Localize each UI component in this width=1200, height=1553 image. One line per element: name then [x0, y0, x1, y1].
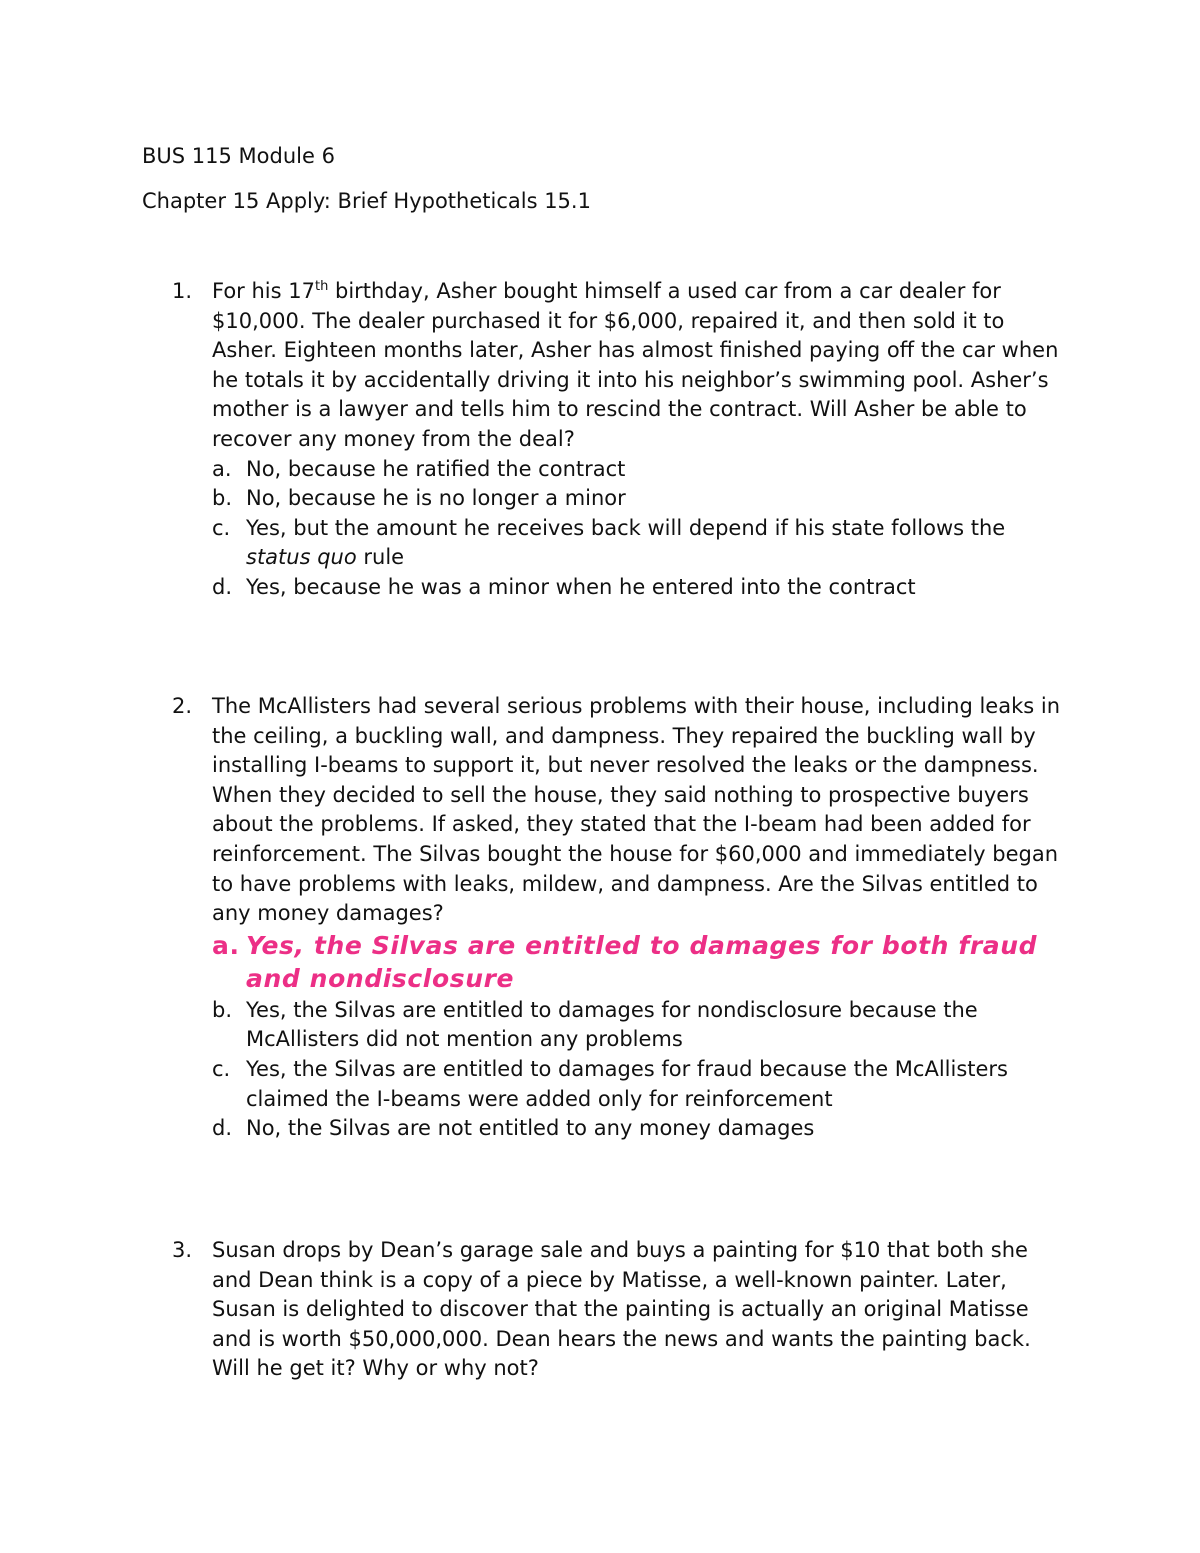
question-1	[172, 277, 1072, 603]
option-text: Yes, the Silvas are entitled to damages for nondisclosure because the McAllisters did not mention any problems	[246, 997, 978, 1052]
option-letter: c.	[212, 1056, 231, 1081]
question-text: Susan drops by Dean’s garage sale and buys a painting for $10 that both she and Dean think is a copy of a piece by Matisse, a well-known painter. Later, Susan is delighted to discover that the painting is actually an original Matisse and is worth $50,000,000. Dean hears the news and wants the painting back. Will he get it? Why or why not?	[212, 1238, 1031, 1381]
question-text-part: For his 17	[212, 279, 315, 303]
question-number: 3.	[172, 1238, 193, 1262]
answer-option-a-highlighted	[212, 929, 1072, 996]
emphasized-term: status quo	[246, 545, 357, 570]
question-text-part: birthday, Asher bought himself a used car from a car dealer for $10,000. The dealer purchased it for $6,000, repaired it, and then sold it to Asher. Eighteen months later, Asher has almost finished paying off the car when he totals it by accidentally driving it into his neighbor’s swimming pool. Asher’s mother is a lawyer and tells him to rescind the contract. Will Asher be able to recover any money from the deal?	[212, 279, 1059, 451]
answer-options	[172, 455, 1072, 603]
option-text-part: Yes, but the amount he receives back will depend if his state follows the	[246, 515, 1006, 540]
option-text	[246, 514, 1072, 573]
option-text: Yes, the Silvas are entitled to damages for fraud because the McAllisters claimed the I-beams were added only for reinforcement	[246, 1056, 1008, 1111]
chapter-title: Chapter 15 Apply: Brief Hypotheticals 15.1	[142, 189, 591, 213]
answer-options	[172, 929, 1072, 1144]
answer-option-d	[212, 1114, 1072, 1144]
option-text: No, the Silvas are not entitled to any money damages	[246, 1116, 815, 1141]
option-letter: a.	[212, 930, 240, 960]
answer-option-b	[212, 484, 1072, 514]
option-letter: b.	[212, 486, 233, 511]
answer-option-a	[212, 455, 1072, 485]
question-text	[212, 277, 1072, 455]
question-number: 2.	[172, 694, 193, 718]
option-letter: d.	[212, 1116, 233, 1141]
option-letter: c.	[212, 515, 231, 540]
option-text: No, because he is no longer a minor	[246, 486, 626, 511]
option-text-part: rule	[356, 545, 405, 570]
ordinal-suffix: th	[314, 279, 329, 294]
option-letter: a.	[212, 456, 232, 481]
question-text: The McAllisters had several serious problems with their house, including leaks in the ceiling, a buckling wall, and dampness. They repaired the buckling wall by installing I-beams to support it, but never resolved the leaks or the dampness. When they decided to sell the house, they said nothing to prospective buyers about the problems. If asked, they stated that the I-beam had been added for reinforcement. The Silvas bought the house for $60,000 and immediately began to have problems with leaks, mildew, and dampness. Are the Silvas entitled to any money damages?	[212, 694, 1060, 926]
option-text: Yes, the Silvas are entitled to damages for both fraud and nondisclosure	[246, 930, 1038, 994]
option-letter: b.	[212, 997, 233, 1022]
question-2	[172, 692, 1072, 1144]
answer-option-c	[212, 514, 1072, 573]
question-number: 1.	[172, 279, 193, 303]
option-text: No, because he ratified the contract	[246, 456, 626, 481]
question-3	[172, 1236, 1072, 1384]
answer-option-c	[212, 1055, 1072, 1114]
option-text: Yes, because he was a minor when he entered into the contract	[246, 574, 916, 599]
answer-option-d	[212, 573, 1072, 603]
course-title: BUS 115 Module 6	[142, 144, 335, 168]
answer-option-b	[212, 996, 1072, 1055]
option-letter: d.	[212, 574, 233, 599]
